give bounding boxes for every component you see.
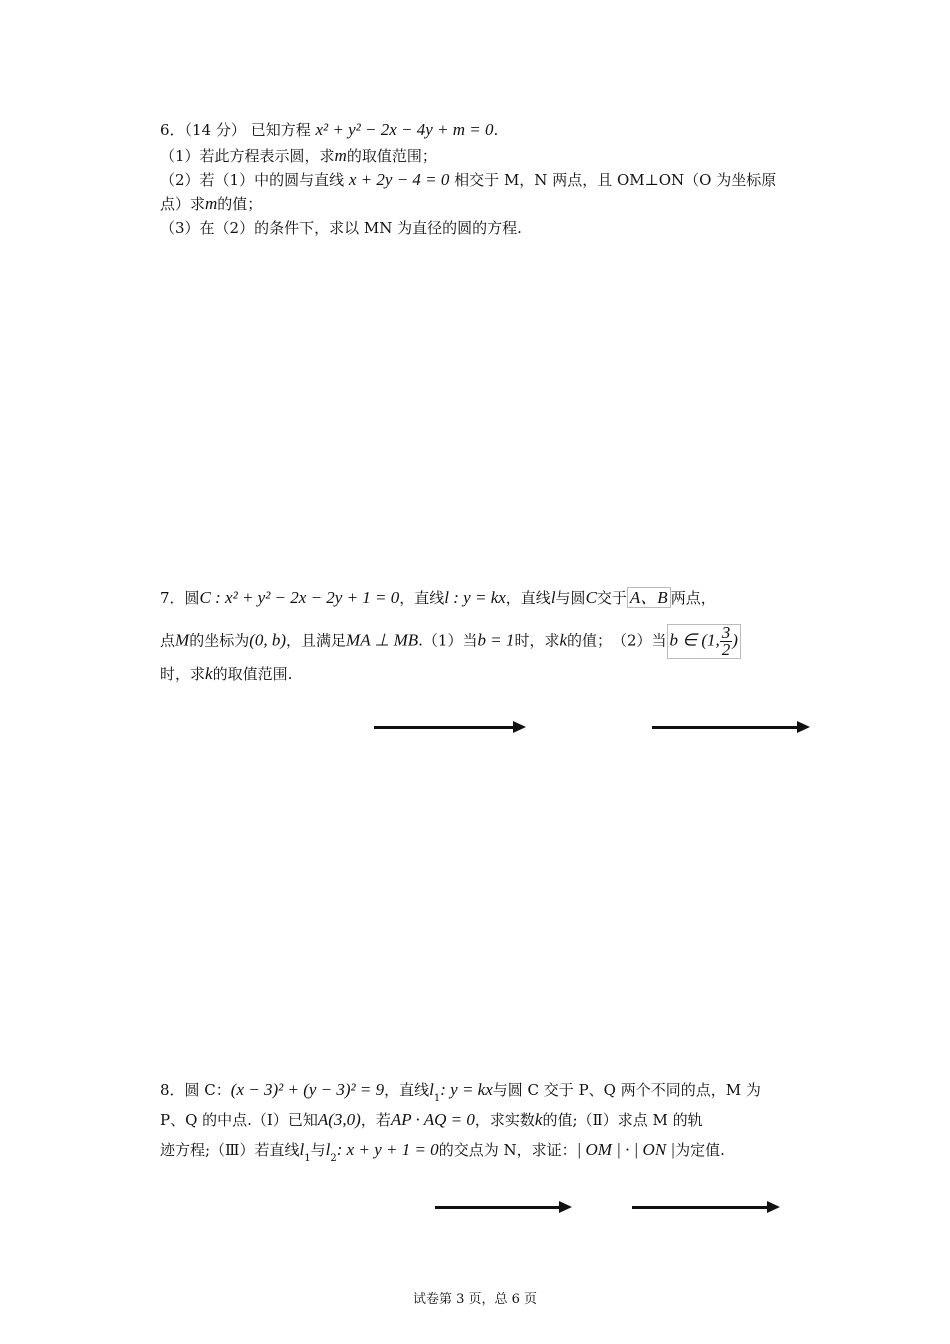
q7-frac-den: 2	[721, 640, 731, 659]
q7-k-2: k	[205, 664, 213, 683]
q8-text-8: 与	[310, 1141, 326, 1159]
q7-line-3	[160, 664, 292, 684]
q6-part-2-text-b: 相交于 M，N 两点，且 OM⊥ON（O 为坐标原	[454, 171, 777, 189]
q6-part-3-text: （3）在（2）的条件下，求以 MN 为直径的圆的方程.	[160, 219, 522, 237]
q7-line-1	[160, 588, 716, 608]
q8-text-10: 为定值.	[675, 1141, 725, 1159]
q6-part-1-text-end: 的取值范围；	[346, 147, 437, 165]
q6-part-2-text-d: 的值；	[217, 195, 263, 213]
q7-text-6: 点	[160, 631, 176, 650]
q7-line-2	[160, 624, 741, 659]
q8-l1b-sub: 1	[304, 1153, 311, 1164]
q8-text-4: ，若	[360, 1111, 391, 1129]
q7-k-1: k	[559, 630, 567, 650]
q7-text-4: 交于	[596, 589, 627, 607]
q7-text-8: ，且满足	[286, 631, 347, 650]
page-footer: 试卷第 3 页，总 6 页	[412, 1292, 538, 1307]
q6-lead: 已知方程	[250, 121, 311, 139]
q6-part-2-cont	[160, 194, 262, 214]
q7-text-2: ，直线	[505, 589, 551, 607]
q6-part-2-text-c: 点）求	[160, 195, 206, 213]
q6-part-2-m: m	[205, 194, 218, 213]
q8-point-A: A(3,0)	[317, 1110, 361, 1129]
q6-part-2	[160, 170, 776, 190]
q6-part-2-text: （2）若（1）中的圆与直线	[160, 171, 345, 189]
q8-text-5: ，求实数	[474, 1111, 535, 1129]
q7-text-9: .（1）当	[418, 631, 478, 650]
q8-l2: l	[325, 1140, 331, 1159]
q7-line-eq: l : y = kx	[444, 588, 506, 607]
q6-part-1	[160, 146, 437, 166]
q7-l: l	[550, 588, 556, 607]
q7-perp: MA ⊥ MB	[346, 630, 419, 650]
q7-b-range	[667, 624, 741, 659]
q8-l1: l	[429, 1080, 434, 1099]
q8-l1-eq: : y = kx	[440, 1080, 493, 1099]
q7-b-eq-1: b = 1	[477, 630, 515, 650]
vector-arrow-3	[435, 1206, 560, 1209]
q7-circle-eq: C : x² + y² − 2x − 2y + 1 = 0	[199, 588, 400, 607]
q8-text-2: 与圆 C 交于 P、Q 两个不同的点，M 为	[492, 1081, 761, 1099]
q7-C: C	[585, 588, 597, 607]
q6-end: .	[493, 121, 499, 139]
q8-l1-sub: 1	[433, 1093, 441, 1104]
q7-text-5: 两点，	[670, 589, 716, 607]
q8-text-3: P、Q 的中点.（Ⅰ）已知	[160, 1111, 318, 1129]
q7-text-1: ，直线	[399, 589, 445, 607]
q6-number: 6．（14 分）	[160, 121, 246, 139]
q8-line-2	[160, 1110, 703, 1130]
q7-frac-num: 3	[721, 623, 731, 642]
q8-text-6: 的值;（Ⅱ）求点 M 的轨	[542, 1111, 703, 1129]
q6-part-1-m: m	[334, 146, 347, 165]
q6-part-2-line-eq: x + 2y − 4 = 0	[348, 170, 450, 189]
q8-circle-eq: (x − 3)² + (y − 3)² = 9	[230, 1080, 385, 1099]
q7-points-AB: A、B	[627, 587, 671, 608]
q8-l2-sub: 2	[330, 1153, 337, 1164]
q7-M: M	[175, 630, 190, 650]
q8-text-1: ，直线	[384, 1081, 430, 1099]
q7-b-in: b ∈ (1,	[669, 630, 720, 650]
q8-l1b: l	[299, 1140, 305, 1159]
q6-line-1	[160, 120, 498, 140]
q8-line-3	[160, 1140, 725, 1169]
q6-part-3	[160, 218, 522, 238]
q8-text-7: 迹方程;（Ⅲ）若直线	[160, 1141, 300, 1159]
q7-text-10: 时，求	[514, 631, 560, 650]
q8-number: 8．圆 C：	[160, 1081, 231, 1099]
q8-product: | OM | · | ON |	[576, 1140, 676, 1159]
q7-number: 7．圆	[160, 589, 200, 607]
vector-arrow-4	[632, 1206, 768, 1209]
q7-text-13: 的取值范围.	[212, 665, 293, 683]
q8-dot-product: AP · AQ = 0	[390, 1110, 475, 1129]
vector-arrow-1	[374, 726, 514, 729]
q8-k: k	[534, 1110, 543, 1129]
q7-text-11: 的值； （2）当	[567, 631, 667, 650]
q8-line-1	[160, 1080, 761, 1109]
q6-equation: x² + y² − 2x − 4y + m = 0	[315, 120, 494, 139]
q6-part-1-text: （1）若此方程表示圆，求	[160, 147, 335, 165]
q7-fraction	[720, 625, 733, 658]
q7-text-12: 时，求	[160, 665, 206, 683]
q7-text-7: 的坐标为	[189, 631, 250, 650]
q8-text-9: 的交点为 N，求证：	[438, 1141, 577, 1159]
q8-l2-eq: : x + y + 1 = 0	[336, 1140, 439, 1159]
q7-text-3: 与圆	[555, 589, 586, 607]
q7-coord: (0, b)	[249, 630, 287, 650]
vector-arrow-2	[652, 726, 798, 729]
q7-close: )	[732, 630, 738, 650]
